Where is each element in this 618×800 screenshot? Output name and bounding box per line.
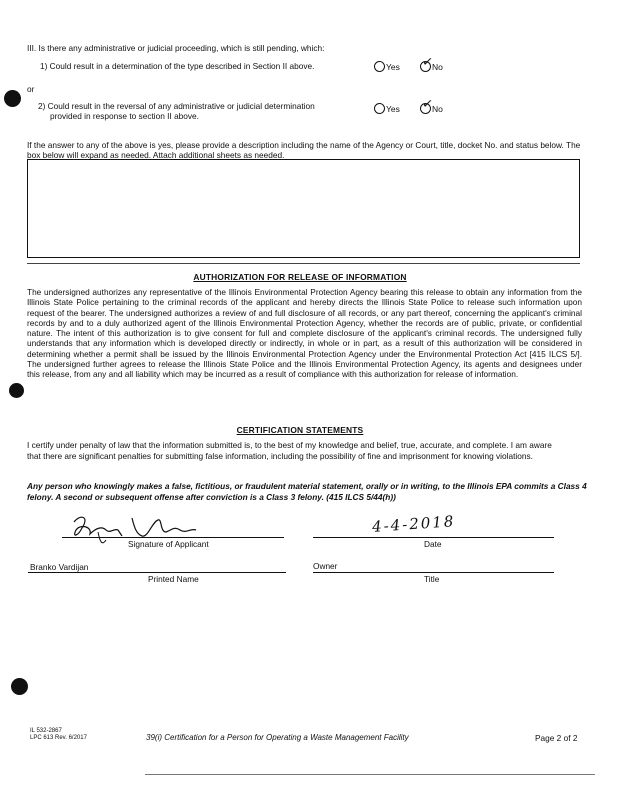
q1-no-option[interactable]: ✓ No [421,54,443,72]
authorization-heading: AUTHORIZATION FOR RELEASE OF INFORMATION [193,272,407,282]
printed-name-label: Printed Name [148,574,199,584]
q1-yes-option[interactable]: Yes [374,61,400,72]
q2-yes-option[interactable]: Yes [374,103,400,114]
printed-name-line [28,572,286,573]
question-2-text [38,101,368,122]
question-1-text: 1) Could result in a determination of the type described in Section II above. [40,61,315,71]
footer-form-title: 39(i) Certification for a Person for Operating a Waste Management Facility [146,733,409,742]
authorization-body: The undersigned authorizes any representative of the Illinois Environmental Protection Agency bearing this release to obtain any information from the Illinois State Police pertaining to the criminal records of the applicant and hereby directs the Illinois State Police to release such information upon request of the bearer. The undersigned authorizes a review of and full disclosure of all records, or any part thereof, concerning the applicant's criminal records by and to a duly authorized agent of the Illinois Environmental Protection Agency, whether the records are of public, private, or confidential nature. The intent of this authorization is to give consent for full and complete disclosure of the applicant's criminal records. The undersigned fully understands that any information which is developed directly or indirectly, in whole or in part, as a result of this authorization will be considered in determining whether a permit shall be issued by the Illinois Environmental Protection Agency under the Environmental Protection Act [415 ILCS 5/]. The undersigned further agrees to release the Illinois State Police and the Illinois Environmental Protection Agency, its agents and designees under this release, from any and all liability which may be incurred as a result of compliance with this authorization for release of information. [27,287,582,380]
date-line [313,537,554,538]
date-label: Date [424,539,442,549]
divider [27,263,580,264]
form-id-line-2: LPC 613 Rev. 6/2017 [30,735,87,741]
checkmark-icon: ✓ [421,54,434,71]
form-id [30,728,87,742]
certification-heading: CERTIFICATION STATEMENTS [236,425,364,435]
form-id-line-1: IL 532-2867 [30,728,62,734]
punch-hole [11,678,28,695]
punch-hole [9,383,24,398]
felony-warning: Any person who knowingly makes a false, fictitious, or fraudulent material statement, orally or in writing, to the Illinois EPA commits a Class 4 felony. A second or subsequent offense after conviction is a Class 3 felony. (415 ILCS 5/44(h)) [27,481,587,502]
page-number: Page 2 of 2 [535,733,578,743]
explanation-textbox[interactable] [27,159,580,258]
certification-body: I certify under penalty of law that the information submitted is, to the best of my knowledge and belief, true, accurate, and complete. I am aware that there are significant penalties for submitting false information, including the possibility of fine and imprisonment for knowing violations. [27,440,552,461]
checkmark-icon: ✓ [421,96,434,113]
printed-name-value: Branko Vardijan [30,562,89,572]
explanation-instructions: If the answer to any of the above is yes, please provide a description including the name of the Agency or Court, title, docket No. and status below. The box below will expand as needed. Attach additional sheets as needed. [27,140,581,161]
q2-yes-radio[interactable] [374,103,385,114]
question-2-line-2: provided in response to section II above. [50,111,199,122]
title-line [313,572,554,573]
title-value: Owner [313,561,338,571]
date-handwritten: 4-4-2018 [371,512,456,536]
title-label: Title [424,574,440,584]
punch-hole [4,90,21,107]
or-label: or [27,84,35,94]
footer-rule [145,774,595,775]
question-2-line-1: 2) Could result in the reversal of any administrative or judicial determination [38,101,315,111]
signature-label: Signature of Applicant [128,539,209,549]
signature-line [62,537,284,538]
section-3-question: III. Is there any administrative or judicial proceeding, which is still pending, which: [27,43,325,53]
q1-yes-radio[interactable] [374,61,385,72]
q2-no-option[interactable]: ✓ No [421,96,443,114]
